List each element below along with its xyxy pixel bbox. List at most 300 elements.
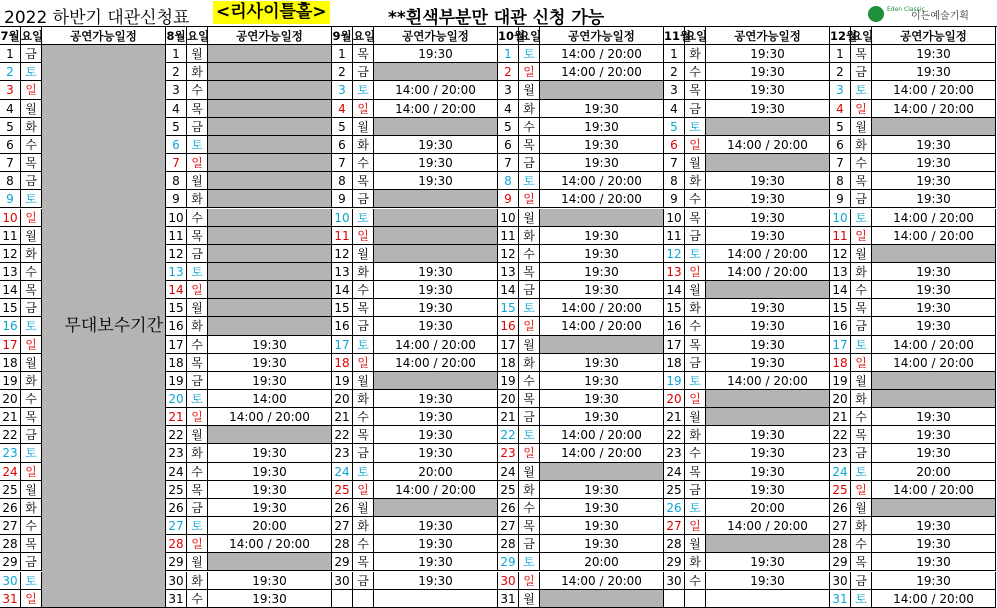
day-number: 10 xyxy=(166,209,187,227)
available-slot[interactable]: 19:30 xyxy=(706,354,830,372)
day-number: 27 xyxy=(830,517,851,535)
day-number: 29 xyxy=(664,553,685,571)
available-slot[interactable]: 20:00 xyxy=(540,553,664,571)
available-slot[interactable]: 14:00 / 20:00 xyxy=(706,245,830,263)
available-slot[interactable]: 19:30 xyxy=(540,263,664,281)
day-number: 9 xyxy=(166,190,187,208)
available-slot[interactable]: 19:30 xyxy=(872,154,996,172)
weekday: 월 xyxy=(685,408,706,426)
day-number: 19 xyxy=(0,372,21,390)
unavailable-slot xyxy=(706,390,830,408)
weekday: 일 xyxy=(851,354,872,372)
available-slot[interactable]: 19:30 xyxy=(374,172,498,190)
weekday xyxy=(685,590,706,608)
day-number: 9 xyxy=(332,190,353,208)
day-number: 30 xyxy=(830,572,851,590)
weekday: 일 xyxy=(519,190,540,208)
day-number: 28 xyxy=(332,535,353,553)
day-number: 30 xyxy=(498,572,519,590)
logo-icon xyxy=(868,6,884,22)
day-number: 25 xyxy=(664,481,685,499)
weekday: 금 xyxy=(519,535,540,553)
available-slot[interactable]: 19:30 xyxy=(208,463,332,481)
day-number: 26 xyxy=(0,499,21,517)
weekday: 토 xyxy=(519,553,540,571)
weekday: 목 xyxy=(851,45,872,63)
day-number: 13 xyxy=(0,263,21,281)
day-number: 14 xyxy=(664,281,685,299)
available-slot[interactable]: 19:30 xyxy=(872,299,996,317)
day-number: 15 xyxy=(0,299,21,317)
available-slot[interactable]: 14:00 / 20:00 xyxy=(540,299,664,317)
available-slot[interactable]: 14:00 / 20:00 xyxy=(540,572,664,590)
weekday: 일 xyxy=(519,63,540,81)
day-number: 18 xyxy=(332,354,353,372)
available-slot[interactable]: 14:00 / 20:00 xyxy=(706,372,830,390)
month-header: 11월 xyxy=(664,27,685,45)
weekday: 일 xyxy=(21,81,42,99)
weekday: 토 xyxy=(187,390,208,408)
day-number: 11 xyxy=(332,227,353,245)
status-header: 공연가능일정 xyxy=(374,27,498,45)
weekday: 월 xyxy=(519,463,540,481)
available-slot[interactable]: 19:30 xyxy=(872,263,996,281)
available-slot[interactable]: 19:30 xyxy=(208,444,332,462)
weekday: 화 xyxy=(851,517,872,535)
unavailable-slot xyxy=(208,190,332,208)
available-slot[interactable]: 14:00 / 20:00 xyxy=(540,172,664,190)
available-slot[interactable]: 20:00 xyxy=(706,499,830,517)
weekday: 수 xyxy=(851,535,872,553)
available-slot[interactable]: 14:00 / 20:00 xyxy=(374,336,498,354)
available-slot[interactable]: 19:30 xyxy=(374,45,498,63)
available-slot[interactable]: 14:00 / 20:00 xyxy=(872,100,996,118)
available-slot[interactable]: 19:30 xyxy=(706,317,830,335)
available-slot[interactable]: 19:30 xyxy=(540,481,664,499)
day-number: 3 xyxy=(664,81,685,99)
day-number: 20 xyxy=(332,390,353,408)
weekday: 월 xyxy=(685,154,706,172)
weekday: 일 xyxy=(353,481,374,499)
weekday: 토 xyxy=(187,136,208,154)
day-number: 22 xyxy=(166,426,187,444)
day-number: 22 xyxy=(664,426,685,444)
available-slot[interactable]: 14:00 / 20:00 xyxy=(374,481,498,499)
day-number: 9 xyxy=(830,190,851,208)
day-number: 22 xyxy=(0,426,21,444)
weekday: 토 xyxy=(187,517,208,535)
dow-header: 요일 xyxy=(187,27,208,45)
unavailable-slot xyxy=(872,118,996,136)
available-slot[interactable]: 19:30 xyxy=(706,190,830,208)
available-slot[interactable]: 19:30 xyxy=(540,535,664,553)
available-slot[interactable]: 19:30 xyxy=(540,281,664,299)
day-number: 28 xyxy=(830,535,851,553)
unavailable-slot xyxy=(872,245,996,263)
available-slot[interactable]: 19:30 xyxy=(374,390,498,408)
day-number: 1 xyxy=(332,45,353,63)
weekday: 화 xyxy=(851,263,872,281)
available-slot[interactable]: 14:00 / 20:00 xyxy=(540,45,664,63)
weekday: 수 xyxy=(187,590,208,608)
status-header: 공연가능일정 xyxy=(208,27,332,45)
available-slot[interactable]: 14:00 / 20:00 xyxy=(872,336,996,354)
weekday: 목 xyxy=(21,281,42,299)
day-number: 1 xyxy=(0,45,21,63)
weekday: 수 xyxy=(851,281,872,299)
available-slot[interactable]: 19:30 xyxy=(540,499,664,517)
available-slot[interactable]: 14:00 xyxy=(208,390,332,408)
month-header: 10월 xyxy=(498,27,519,45)
available-slot[interactable]: 19:30 xyxy=(872,553,996,571)
day-number: 29 xyxy=(332,553,353,571)
day-number: 6 xyxy=(0,136,21,154)
available-slot[interactable]: 19:30 xyxy=(706,81,830,99)
day-number: 14 xyxy=(498,281,519,299)
unavailable-slot xyxy=(374,190,498,208)
weekday: 목 xyxy=(353,426,374,444)
available-slot[interactable]: 14:00 / 20:00 xyxy=(374,100,498,118)
available-slot[interactable]: 19:30 xyxy=(706,100,830,118)
available-slot[interactable]: 19:30 xyxy=(872,190,996,208)
day-number: 8 xyxy=(498,172,519,190)
weekday: 금 xyxy=(851,444,872,462)
dow-header: 요일 xyxy=(519,27,540,45)
available-slot[interactable]: 20:00 xyxy=(208,517,332,535)
unavailable-slot xyxy=(706,281,830,299)
available-slot[interactable]: 14:00 / 20:00 xyxy=(872,209,996,227)
day-number: 11 xyxy=(0,227,21,245)
available-slot[interactable]: 19:30 xyxy=(208,499,332,517)
unavailable-slot xyxy=(208,245,332,263)
weekday: 화 xyxy=(187,190,208,208)
unavailable-slot xyxy=(208,209,332,227)
available-slot[interactable]: 14:00 / 20:00 xyxy=(208,535,332,553)
day-number: 12 xyxy=(498,245,519,263)
available-slot[interactable]: 19:30 xyxy=(208,336,332,354)
available-slot[interactable]: 19:30 xyxy=(208,372,332,390)
weekday: 목 xyxy=(353,45,374,63)
weekday: 일 xyxy=(21,463,42,481)
weekday: 일 xyxy=(187,408,208,426)
weekday: 화 xyxy=(353,263,374,281)
day-number: 23 xyxy=(0,444,21,462)
weekday: 금 xyxy=(21,45,42,63)
available-slot[interactable]: 19:30 xyxy=(374,553,498,571)
available-slot[interactable]: 19:30 xyxy=(706,444,830,462)
available-slot[interactable]: 19:30 xyxy=(872,281,996,299)
weekday: 목 xyxy=(685,209,706,227)
weekday: 수 xyxy=(21,390,42,408)
month-header: 9월 xyxy=(332,27,353,45)
available-slot[interactable]: 19:30 xyxy=(872,172,996,190)
status-header: 공연가능일정 xyxy=(540,27,664,45)
weekday: 일 xyxy=(851,100,872,118)
available-slot[interactable]: 20:00 xyxy=(374,463,498,481)
available-slot[interactable]: 19:30 xyxy=(374,517,498,535)
weekday: 일 xyxy=(187,535,208,553)
available-slot[interactable]: 14:00 / 20:00 xyxy=(706,136,830,154)
dow-header: 요일 xyxy=(353,27,374,45)
available-slot[interactable]: 19:30 xyxy=(540,372,664,390)
available-slot[interactable]: 19:30 xyxy=(540,154,664,172)
available-slot[interactable]: 14:00 / 20:00 xyxy=(374,81,498,99)
available-slot[interactable]: 14:00 / 20:00 xyxy=(872,81,996,99)
status-header: 공연가능일정 xyxy=(706,27,830,45)
available-slot[interactable]: 14:00 / 20:00 xyxy=(540,317,664,335)
available-slot[interactable]: 19:30 xyxy=(706,553,830,571)
weekday: 수 xyxy=(21,263,42,281)
day-number: 7 xyxy=(498,154,519,172)
unavailable-slot xyxy=(208,299,332,317)
unavailable-slot xyxy=(208,317,332,335)
available-slot[interactable]: 19:30 xyxy=(540,227,664,245)
day-number: 11 xyxy=(664,227,685,245)
available-slot[interactable]: 19:30 xyxy=(706,172,830,190)
available-slot[interactable]: 19:30 xyxy=(706,463,830,481)
available-slot[interactable]: 19:30 xyxy=(872,535,996,553)
available-slot[interactable]: 14:00 / 20:00 xyxy=(540,444,664,462)
available-slot[interactable]: 19:30 xyxy=(374,444,498,462)
unavailable-slot xyxy=(374,63,498,81)
unavailable-slot xyxy=(374,209,498,227)
available-slot[interactable]: 19:30 xyxy=(374,408,498,426)
day-number: 15 xyxy=(830,299,851,317)
available-slot[interactable]: 19:30 xyxy=(208,354,332,372)
available-slot[interactable]: 19:30 xyxy=(208,572,332,590)
weekday: 화 xyxy=(519,227,540,245)
available-slot[interactable]: 14:00 / 20:00 xyxy=(208,408,332,426)
weekday: 금 xyxy=(353,190,374,208)
day-number: 18 xyxy=(166,354,187,372)
day-number: 19 xyxy=(830,372,851,390)
day-number: 2 xyxy=(0,63,21,81)
day-number xyxy=(664,590,685,608)
day-number: 22 xyxy=(332,426,353,444)
available-slot[interactable]: 14:00 / 20:00 xyxy=(706,263,830,281)
weekday: 일 xyxy=(353,227,374,245)
available-slot[interactable]: 19:30 xyxy=(872,63,996,81)
unavailable-slot xyxy=(374,118,498,136)
unavailable-slot xyxy=(208,63,332,81)
weekday: 수 xyxy=(187,463,208,481)
status-header: 공연가능일정 xyxy=(872,27,996,45)
weekday: 월 xyxy=(519,81,540,99)
weekday: 목 xyxy=(353,553,374,571)
available-slot[interactable]: 19:30 xyxy=(872,136,996,154)
day-number: 28 xyxy=(498,535,519,553)
available-slot[interactable]: 19:30 xyxy=(540,408,664,426)
day-number: 8 xyxy=(332,172,353,190)
day-number: 28 xyxy=(0,535,21,553)
available-slot[interactable]: 19:30 xyxy=(706,299,830,317)
day-number: 12 xyxy=(830,245,851,263)
weekday: 목 xyxy=(851,426,872,444)
weekday: 목 xyxy=(353,172,374,190)
weekday: 월 xyxy=(353,245,374,263)
unavailable-slot xyxy=(208,136,332,154)
available-slot[interactable]: 19:30 xyxy=(706,209,830,227)
day-number: 6 xyxy=(498,136,519,154)
day-number: 9 xyxy=(0,190,21,208)
day-number: 23 xyxy=(166,444,187,462)
day-number: 24 xyxy=(664,463,685,481)
day-number: 31 xyxy=(830,590,851,608)
weekday: 토 xyxy=(685,372,706,390)
unavailable-slot xyxy=(208,81,332,99)
available-slot[interactable]: 14:00 / 20:00 xyxy=(872,590,996,608)
weekday: 일 xyxy=(519,317,540,335)
unavailable-slot xyxy=(208,100,332,118)
weekday: 화 xyxy=(519,481,540,499)
day-number: 15 xyxy=(498,299,519,317)
available-slot[interactable]: 19:30 xyxy=(540,517,664,535)
weekday: 토 xyxy=(21,63,42,81)
unavailable-slot xyxy=(374,245,498,263)
weekday: 금 xyxy=(187,118,208,136)
available-slot[interactable]: 19:30 xyxy=(208,481,332,499)
available-slot[interactable]: 19:30 xyxy=(374,572,498,590)
available-slot[interactable]: 19:30 xyxy=(872,572,996,590)
available-slot[interactable]: 19:30 xyxy=(872,426,996,444)
available-slot[interactable]: 14:00 / 20:00 xyxy=(872,481,996,499)
dow-header: 요일 xyxy=(685,27,706,45)
day-number: 4 xyxy=(332,100,353,118)
available-slot[interactable]: 14:00 / 20:00 xyxy=(540,426,664,444)
day-number: 21 xyxy=(664,408,685,426)
available-slot[interactable]: 19:30 xyxy=(706,336,830,354)
day-number: 3 xyxy=(332,81,353,99)
weekday: 월 xyxy=(519,209,540,227)
available-slot[interactable]: 19:30 xyxy=(706,45,830,63)
available-slot[interactable]: 14:00 / 20:00 xyxy=(540,63,664,81)
weekday: 토 xyxy=(519,299,540,317)
weekday: 월 xyxy=(519,590,540,608)
available-slot[interactable]: 19:30 xyxy=(374,535,498,553)
available-slot[interactable]: 19:30 xyxy=(540,390,664,408)
available-slot[interactable]: 19:30 xyxy=(872,45,996,63)
unavailable-slot xyxy=(208,172,332,190)
weekday: 토 xyxy=(21,444,42,462)
day-number: 28 xyxy=(664,535,685,553)
weekday: 화 xyxy=(851,136,872,154)
weekday: 토 xyxy=(685,245,706,263)
day-number: 5 xyxy=(830,118,851,136)
day-number: 13 xyxy=(498,263,519,281)
available-slot[interactable]: 19:30 xyxy=(374,136,498,154)
available-slot[interactable]: 19:30 xyxy=(208,590,332,608)
available-slot[interactable]: 19:30 xyxy=(540,245,664,263)
day-number: 17 xyxy=(830,336,851,354)
weekday: 수 xyxy=(519,372,540,390)
unavailable-slot xyxy=(540,336,664,354)
day-number: 6 xyxy=(332,136,353,154)
day-number: 1 xyxy=(166,45,187,63)
weekday: 일 xyxy=(851,481,872,499)
available-slot[interactable]: 14:00 / 20:00 xyxy=(706,517,830,535)
weekday: 화 xyxy=(519,100,540,118)
day-number: 25 xyxy=(0,481,21,499)
available-slot[interactable]: 19:30 xyxy=(872,317,996,335)
weekday: 일 xyxy=(685,263,706,281)
available-slot[interactable]: 19:30 xyxy=(540,118,664,136)
available-slot[interactable]: 19:30 xyxy=(872,408,996,426)
weekday: 월 xyxy=(21,354,42,372)
day-number: 26 xyxy=(830,499,851,517)
weekday: 목 xyxy=(851,299,872,317)
available-slot[interactable]: 20:00 xyxy=(872,463,996,481)
weekday: 토 xyxy=(519,45,540,63)
day-number: 12 xyxy=(166,245,187,263)
day-number: 16 xyxy=(166,317,187,335)
weekday: 일 xyxy=(519,444,540,462)
available-slot[interactable]: 14:00 / 20:00 xyxy=(872,354,996,372)
day-number: 21 xyxy=(0,408,21,426)
weekday: 목 xyxy=(187,100,208,118)
available-slot[interactable]: 19:30 xyxy=(540,136,664,154)
day-number: 24 xyxy=(498,463,519,481)
available-slot[interactable]: 19:30 xyxy=(706,481,830,499)
unavailable-slot xyxy=(374,372,498,390)
day-number: 5 xyxy=(0,118,21,136)
day-number: 26 xyxy=(332,499,353,517)
available-slot[interactable]: 19:30 xyxy=(374,299,498,317)
weekday: 수 xyxy=(685,572,706,590)
available-slot[interactable]: 19:30 xyxy=(706,426,830,444)
logo-small-text: Eden Classic xyxy=(887,6,925,13)
available-slot[interactable]: 19:30 xyxy=(374,154,498,172)
available-slot[interactable]: 19:30 xyxy=(706,63,830,81)
weekday: 월 xyxy=(851,118,872,136)
available-slot[interactable]: 19:30 xyxy=(374,263,498,281)
day-number: 29 xyxy=(0,553,21,571)
weekday: 일 xyxy=(21,336,42,354)
available-slot[interactable]: 19:30 xyxy=(374,281,498,299)
weekday: 금 xyxy=(851,63,872,81)
available-slot[interactable]: 19:30 xyxy=(540,354,664,372)
weekday: 일 xyxy=(21,209,42,227)
weekday: 수 xyxy=(187,209,208,227)
weekday: 화 xyxy=(21,499,42,517)
empty-cell xyxy=(706,590,830,608)
available-slot[interactable]: 19:30 xyxy=(374,426,498,444)
day-number: 24 xyxy=(0,463,21,481)
day-number: 30 xyxy=(0,572,21,590)
day-number: 5 xyxy=(664,118,685,136)
available-slot[interactable]: 14:00 / 20:00 xyxy=(540,190,664,208)
day-number: 5 xyxy=(498,118,519,136)
available-slot[interactable]: 19:30 xyxy=(872,444,996,462)
day-number: 12 xyxy=(0,245,21,263)
day-number: 8 xyxy=(830,172,851,190)
available-slot[interactable]: 19:30 xyxy=(374,317,498,335)
weekday: 목 xyxy=(519,390,540,408)
available-slot[interactable]: 14:00 / 20:00 xyxy=(872,227,996,245)
day-number: 6 xyxy=(664,136,685,154)
day-number: 30 xyxy=(332,572,353,590)
month-header: 7월 xyxy=(0,27,21,45)
available-slot[interactable]: 19:30 xyxy=(706,572,830,590)
available-slot[interactable]: 19:30 xyxy=(872,517,996,535)
available-slot[interactable]: 14:00 / 20:00 xyxy=(374,354,498,372)
day-number: 10 xyxy=(830,209,851,227)
dow-header: 요일 xyxy=(851,27,872,45)
available-slot[interactable]: 19:30 xyxy=(540,100,664,118)
day-number: 12 xyxy=(332,245,353,263)
available-slot[interactable]: 19:30 xyxy=(706,227,830,245)
weekday: 토 xyxy=(519,426,540,444)
unavailable-slot xyxy=(208,263,332,281)
